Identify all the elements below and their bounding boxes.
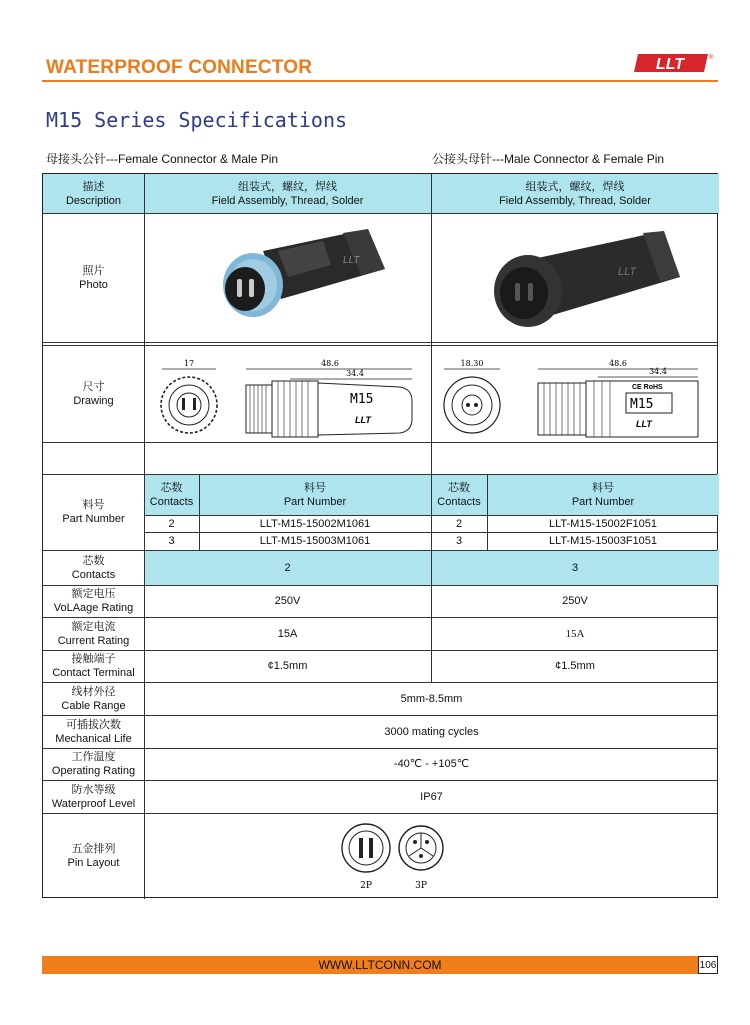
svg-text:18.30: 18.30 xyxy=(460,359,484,368)
table-row: 2 xyxy=(168,517,175,530)
table-row: LLT-M15-15003F1051 xyxy=(548,535,658,547)
svg-text:LLT: LLT xyxy=(355,415,371,425)
table-row: 3 xyxy=(168,535,175,547)
pn-header-partnumber-right: 料号 Part Number xyxy=(571,480,635,508)
table-row: LLT-M15-15003M1061 xyxy=(259,535,371,547)
description-right: 组装式，螺纹，焊线 Field Assembly, Thread, Solder xyxy=(499,179,651,207)
svg-text:LLT: LLT xyxy=(655,56,685,73)
part-number-label: 料号 Part Number xyxy=(62,498,125,525)
female-connector-photo xyxy=(193,221,393,333)
svg-text:®: ® xyxy=(709,55,714,61)
waterproof-label: 防水等级 Waterproof Level xyxy=(51,782,136,810)
subtitle-right: 公接头母针---Male Connector & Female Pin xyxy=(432,152,665,166)
svg-text:LLT: LLT xyxy=(636,419,652,429)
table-row: 2 xyxy=(455,517,463,530)
svg-text:LLT: LLT xyxy=(343,255,360,266)
spec-table xyxy=(42,173,718,898)
footer-url: WWW.LLTCONN.COM xyxy=(318,958,442,972)
pn-header-contacts-left: 芯数 Contacts xyxy=(149,480,194,508)
section-title: M15 Series Specifications xyxy=(46,108,348,132)
description-label: 描述 Description xyxy=(65,179,122,207)
male-connector-photo xyxy=(468,219,693,337)
svg-text:CE RoHS: CE RoHS xyxy=(632,384,663,391)
svg-text:48.6: 48.6 xyxy=(609,359,627,368)
mechanical-value: 3000 mating cycles xyxy=(384,725,479,738)
drawing-label: 尺寸 Drawing xyxy=(73,379,114,407)
header-divider xyxy=(42,80,718,82)
subtitle-left: 母接头公针---Female Connector & Male Pin xyxy=(46,152,279,166)
current-label: 额定电流 Current Rating xyxy=(57,619,130,647)
cable-label: 线材外径 Cable Range xyxy=(61,684,126,712)
cable-value: 5mm-8.5mm xyxy=(400,692,463,705)
waterproof-value: IP67 xyxy=(420,790,443,803)
table-row: 3 xyxy=(455,535,463,547)
svg-text:34.4: 34.4 xyxy=(649,367,667,376)
svg-text:M15: M15 xyxy=(350,392,374,407)
male-connector-drawing xyxy=(436,353,714,441)
svg-text:M15: M15 xyxy=(630,397,654,412)
pn-header-partnumber-left: 料号 Part Number xyxy=(283,480,347,508)
terminal-right: ¢1.5mm xyxy=(555,660,595,672)
terminal-label: 接触端子 Contact Terminal xyxy=(52,652,135,679)
terminal-left: ¢1.5mm xyxy=(267,660,308,672)
page-number: 106 xyxy=(698,956,718,974)
table-row: LLT-M15-15002F1051 xyxy=(548,517,658,530)
voltage-label: 额定电压 VoLAage Rating xyxy=(53,587,134,614)
table-row: LLT-M15-15002M1061 xyxy=(259,517,371,530)
pn-header-contacts-right: 芯数 Contacts xyxy=(437,480,481,508)
svg-text:17: 17 xyxy=(183,359,195,368)
photo-label: 照片 Photo xyxy=(79,263,108,291)
current-right: 15A xyxy=(565,627,585,640)
voltage-right: 250V xyxy=(562,595,588,607)
svg-text:2P: 2P xyxy=(360,881,372,891)
pin-layout-label: 五金排列 Pin Layout xyxy=(67,841,120,869)
temperature-label: 工作温度 Operating Rating xyxy=(51,750,136,777)
svg-text:LLT: LLT xyxy=(618,266,637,278)
svg-text:34.4: 34.4 xyxy=(346,369,364,378)
pin-layout-diagram xyxy=(339,818,449,894)
current-left: 15A xyxy=(277,627,298,640)
female-connector-drawing xyxy=(150,353,426,441)
svg-text:48.6: 48.6 xyxy=(321,359,339,368)
mechanical-label: 可插拔次数 Mechanical Life xyxy=(55,717,132,745)
temperature-value: -40℃ - +105℃ xyxy=(393,758,470,770)
contacts-right: 3 xyxy=(571,561,579,574)
description-left: 组装式，螺纹，焊线 Field Assembly, Thread, Solder xyxy=(211,179,364,207)
contacts-left: 2 xyxy=(284,561,291,574)
svg-text:3P: 3P xyxy=(415,881,427,891)
voltage-left: 250V xyxy=(274,595,301,607)
llt-logo xyxy=(632,50,712,76)
contacts-label: 芯数 Contacts xyxy=(71,553,116,581)
page-header-title: WATERPROOF CONNECTOR xyxy=(46,57,313,78)
